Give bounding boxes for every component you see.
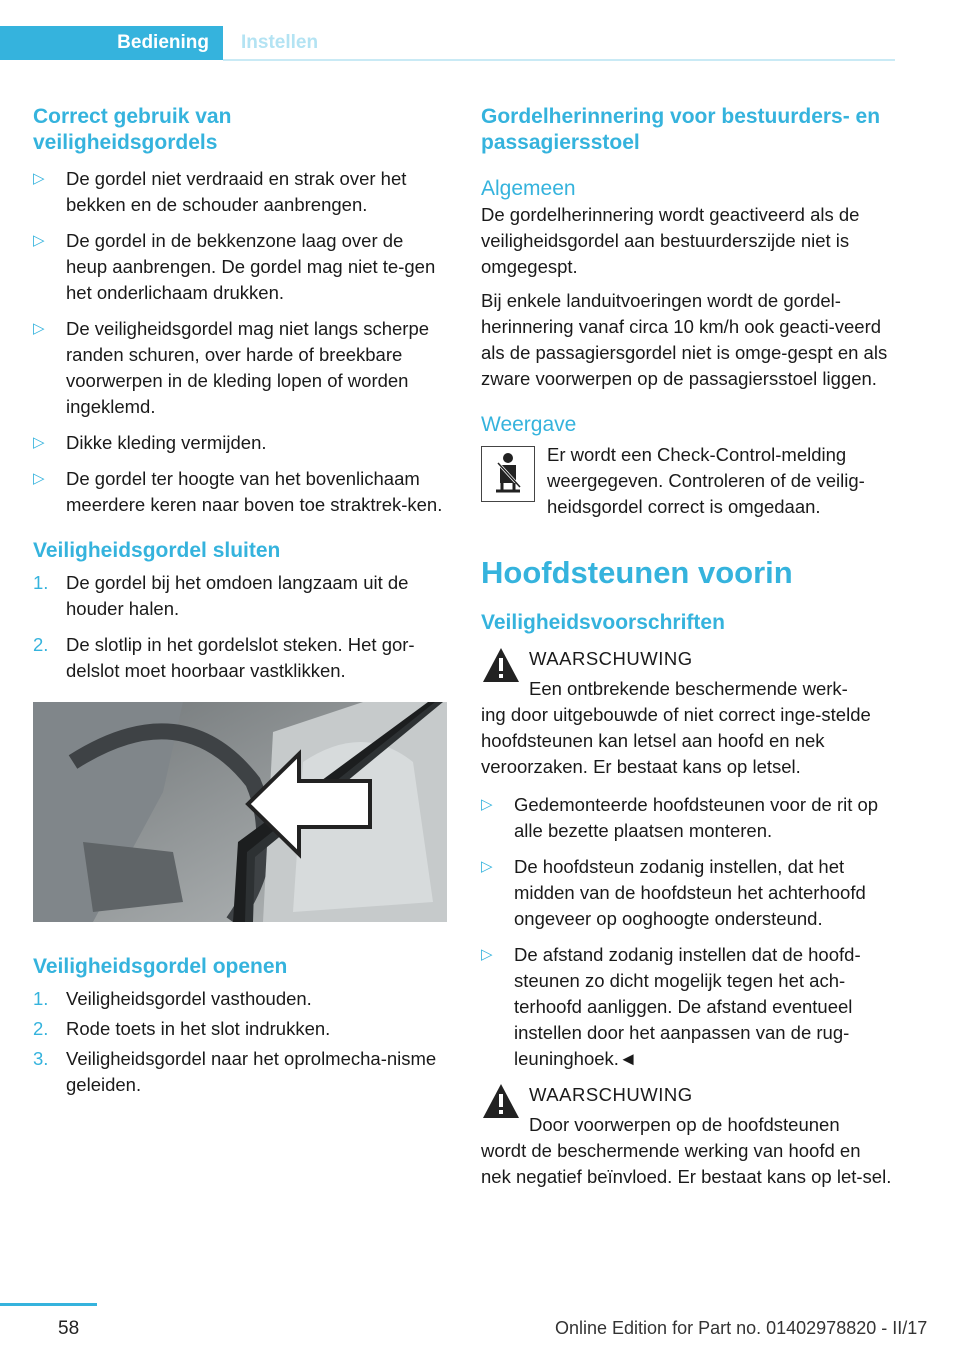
list-item: 3. Veiligheidsgordel naar het oprolmecha-nisme geleiden.	[33, 1048, 437, 1095]
weergave-row	[481, 442, 895, 524]
triangle-bullet-icon: ▷	[33, 170, 45, 187]
triangle-bullet-icon: ▷	[33, 320, 45, 337]
triangle-bullet-icon: ▷	[481, 858, 493, 875]
list-item: ▷ De gordel niet verdraaid en strak over het bekken en de schouder aanbrengen.	[33, 168, 407, 215]
list-item: ▷ Dikke kleding vermijden.	[33, 430, 447, 456]
right-column	[481, 104, 895, 1190]
warning-title: WAARSCHUWING	[529, 648, 693, 669]
subsection-title-algemeen: Algemeen	[481, 177, 576, 200]
list-item: ▷ De veiligheidsgordel mag niet langs scherpe randen schuren, over harde of breekbare voorwerpen in de kleding lopen of worden ingeklemd.	[33, 318, 430, 417]
steps-sluiten	[33, 570, 447, 684]
tab-instellen[interactable]: Instellen	[241, 32, 319, 53]
warning-text: ing door uitgebouwde of niet correct inge-stelde hoofdsteunen kan letsel aan hoofd en nek veroorzaken. Er bestaat kans op letsel.	[481, 704, 871, 777]
footer-accent-line	[0, 1303, 97, 1306]
section-title-correct-gebruik: Correct gebruik van veiligheidsgordels	[33, 105, 232, 154]
weergave-text: Er wordt een Check-Control-melding weergegeven. Controleren of de veilig-heidsgordel correct is omgedaan.	[547, 444, 865, 517]
list-item: ▷ De gordel ter hoogte van het bovenlichaam meerdere keren naar boven toe straktrek-ken.	[33, 468, 443, 515]
warning-text-first-line: Door voorwerpen op de hoofdsteunen	[529, 1114, 840, 1135]
seatbelt-photo	[33, 702, 447, 922]
triangle-bullet-icon: ▷	[33, 232, 45, 249]
triangle-bullet-icon: ▷	[481, 946, 493, 963]
subsection-title-veiligheidsvoorschriften: Veiligheidsvoorschriften	[481, 611, 725, 634]
seatbelt-warning-icon	[481, 446, 535, 502]
online-edition-note: Online Edition for Part no. 01402978820 - II/17	[555, 1318, 928, 1338]
header-bar	[0, 26, 895, 60]
triangle-bullet-icon: ▷	[33, 434, 45, 451]
section-title-openen: Veiligheidsgordel openen	[33, 955, 288, 978]
algemeen-paragraph-2: Bij enkele landuitvoeringen wordt de gordel-herinnering vanaf circa 10 km/h ook geacti-veerd als de passagiersgordel niet is omge-gespt en als zware voorwerpen op de passagiersstoel liggen.	[481, 290, 888, 389]
list-item: 1. De gordel bij het omdoen langzaam uit de houder halen.	[33, 572, 409, 619]
warning-text-first-line: Een ontbrekende beschermende werk-	[529, 678, 848, 699]
triangle-bullet-icon: ▷	[481, 796, 493, 813]
list-item: ▷ De afstand zodanig instellen dat de hoofd-steunen zo dicht mogelijk tegen het ach-terhoofd aanliggen. De afstand eventueel instellen door het aanpassen van de rug-leuninghoek.◄	[481, 944, 861, 1069]
bullet-list-hoofdsteunen	[481, 792, 895, 1072]
section-title-gordelherinnering: Gordelherinnering voor bestuurders- en passagiersstoel	[481, 105, 881, 154]
warning-block-2	[481, 1082, 895, 1190]
list-item: ▷ De gordel in de bekkenzone laag over de heup aanbrengen. De gordel mag niet te-gen het onderlichaam drukken.	[33, 230, 436, 303]
bullet-list-correct-gebruik	[33, 166, 447, 518]
list-item: ▷ De hoofdsteun zodanig instellen, dat het midden van de hoofdsteun het achterhoofd ongeveer op ooghoogte ondersteund.	[481, 856, 866, 929]
warning-block-1	[481, 646, 895, 780]
warning-title: WAARSCHUWING	[529, 1084, 693, 1105]
list-item: ▷ Gedemonteerde hoofdsteunen voor de rit op alle bezette plaatsen monteren.	[481, 794, 879, 841]
section-title-hoofdsteunen: Hoofdsteunen voorin	[481, 555, 793, 590]
header-divider	[223, 59, 895, 61]
algemeen-paragraph-1: De gordelherinnering wordt geactiveerd als de veiligheidsgordel aan bestuurderszijde niet is omgegespt.	[481, 204, 860, 277]
list-item: 2. De slotlip in het gordelslot steken. Het gor-delslot moet hoorbaar vastklikken.	[33, 634, 415, 681]
triangle-bullet-icon: ▷	[33, 470, 45, 487]
left-column	[33, 104, 447, 1102]
section-title-sluiten: Veiligheidsgordel sluiten	[33, 539, 281, 562]
list-item: 1. Veiligheidsgordel vasthouden.	[33, 988, 312, 1009]
steps-openen	[33, 986, 447, 1098]
warning-text: wordt de beschermende werking van hoofd en nek negatief beïnvloed. Er bestaat kans op let-sel.	[481, 1140, 892, 1187]
subsection-title-weergave: Weergave	[481, 413, 577, 436]
warning-triangle-icon	[481, 1082, 521, 1120]
page-number: 58	[58, 1318, 80, 1339]
tab-bediening[interactable]: Bediening	[0, 26, 223, 60]
warning-triangle-icon	[481, 646, 521, 684]
list-item: 2. Rode toets in het slot indrukken.	[33, 1018, 331, 1039]
seatbelt-photo-illustration	[33, 702, 447, 922]
